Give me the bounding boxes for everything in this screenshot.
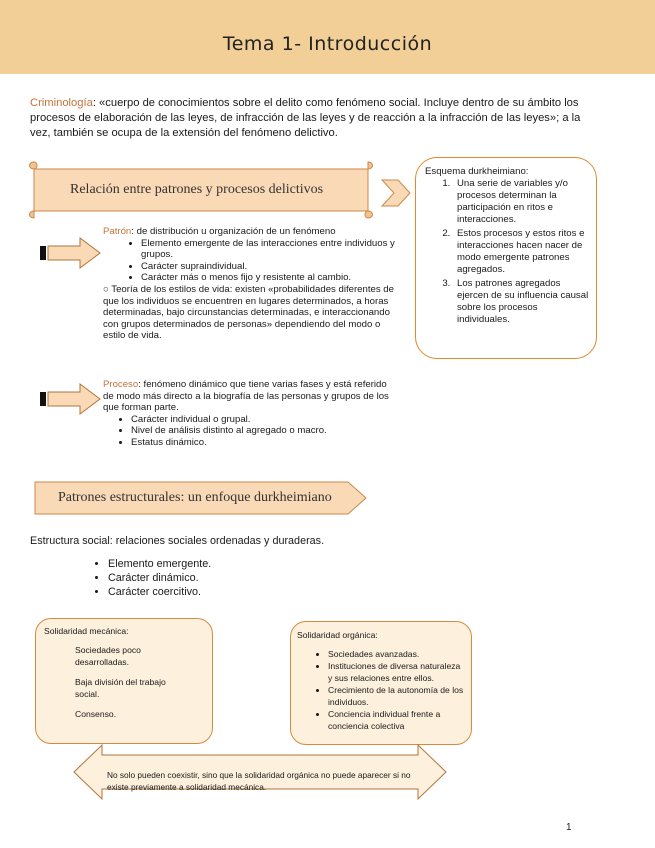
- arrow-right-icon: [40, 236, 102, 270]
- section1-banner: Relación entre patrones y procesos delictivos: [70, 182, 324, 197]
- organica-list: [304, 648, 464, 732]
- patron-text: : de distribución u organización de un fenómeno: [131, 226, 336, 237]
- list-item: Consenso.: [75, 709, 117, 719]
- page-number: 1: [566, 822, 572, 833]
- organica-title: Solidaridad orgánica:: [297, 630, 378, 640]
- list-item: • Crecimiento de la autonomía de los individuos.: [328, 684, 464, 708]
- estructura-text: Estructura social: relaciones sociales ordenadas y duraderas.: [30, 535, 325, 547]
- proceso-block: [103, 379, 393, 449]
- arrow-note: No solo pueden coexistir, sino que la solidaridad orgánica no puede aparecer si no existe previamente a solidaridad mecánica.: [107, 770, 411, 792]
- estructura-list: [78, 557, 211, 599]
- list-item: • Nivel de análisis distinto al agregado o macro.: [131, 425, 393, 437]
- list-item: • Carácter más o menos fijo y resistente al cambio.: [141, 272, 403, 284]
- page-title: Tema 1- Introducción: [222, 33, 433, 55]
- intro-paragraph: [30, 96, 590, 141]
- proceso-definition: [103, 379, 393, 414]
- patron-definition: [103, 226, 403, 238]
- list-item: Sociedades poco desarrolladas.: [75, 645, 141, 667]
- list-item: • Conciencia individual frente a conciencia colectiva: [328, 708, 464, 732]
- intro-term: Criminología: [30, 97, 93, 109]
- list-item: Baja división del trabajo social.: [75, 677, 166, 699]
- list-item: • Carácter supraindividual.: [141, 261, 403, 273]
- mecanica-list: [75, 644, 185, 720]
- patron-term: Patrón: [103, 226, 132, 237]
- list-item: 1. Una serie de variables y/o procesos determinan la participación en ritos e interacciones.: [453, 178, 590, 226]
- list-item: 2. Estos procesos y estos ritos e interacciones hacen nacer de modo emergente patrones agregados.: [453, 228, 590, 276]
- proceso-term: Proceso: [103, 379, 139, 390]
- teoria-paragraph: [103, 284, 403, 342]
- list-item: • Carácter dinámico.: [108, 571, 211, 585]
- list-item: • Carácter coercitivo.: [108, 585, 211, 599]
- list-item: 3. Los patrones agregados ejercen de su influencia causal sobre los procesos individuales.: [453, 278, 590, 326]
- list-item: • Carácter individual o grupal.: [131, 414, 393, 426]
- list-item: • Sociedades avanzadas.: [328, 648, 464, 660]
- intro-text: : «cuerpo de conocimientos sobre el delito como fenómeno social. Incluye dentro de su ámbito los procesos de elaboración de las leyes, de infracción de las leyes y de reacción a la infracción de las leyes»; a la vez, también se ocupa de la extensión del fenómeno delictivo.: [30, 97, 581, 139]
- esquema-content: [425, 166, 590, 328]
- list-item: • Elemento emergente de las interacciones entre individuos y grupos.: [141, 238, 403, 261]
- section2-banner: Patrones estructurales: un enfoque durkheimiano: [58, 490, 332, 505]
- teoria-text: : existen «probabilidades diferentes de que los individuos se encuentren en lugares determinados, a horas determinadas, bajo circunstancias determinadas, e interaccionando con grupos determinados de personas» dependiendo del modo o estilo de vida.: [103, 283, 394, 342]
- list-item: • Instituciones de diversa naturaleza y sus relaciones entre ellos.: [328, 660, 464, 684]
- list-item: • Estatus dinámico.: [131, 437, 393, 449]
- chevron-right-icon: [380, 178, 412, 208]
- teoria-marker: ○: [103, 283, 112, 295]
- esquema-title: Esquema durkheimiano:: [425, 166, 529, 177]
- patron-block: [103, 226, 403, 342]
- mecanica-title: Solidaridad mecánica:: [44, 626, 129, 636]
- teoria-term: Teoría de los estilos de vida: [111, 283, 230, 295]
- proceso-text: : fenómeno dinámico que tiene varias fases y está referido de modo más directo a la biografía de las personas y grupos de los que forman parte.: [103, 379, 389, 414]
- list-item: • Elemento emergente.: [108, 557, 211, 571]
- arrow-right-icon: [40, 382, 102, 416]
